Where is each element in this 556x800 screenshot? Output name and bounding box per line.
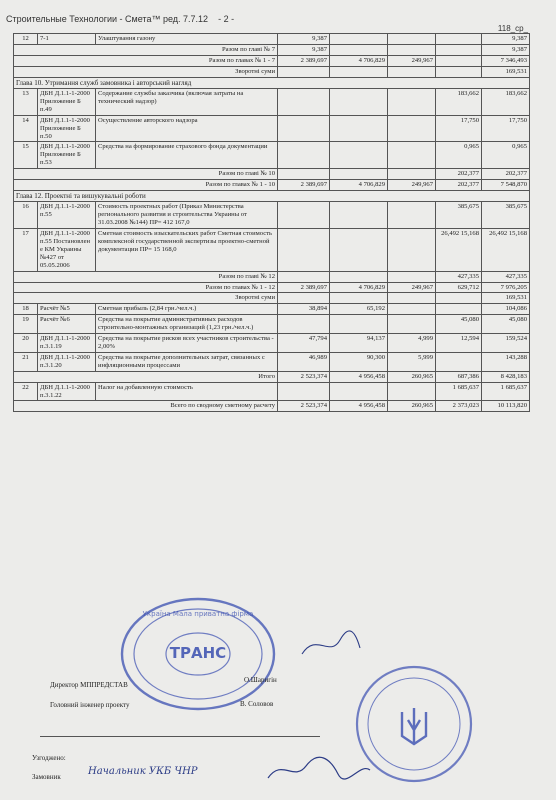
cell-c4 (436, 34, 482, 45)
cell-c4: 202,377 (436, 180, 482, 191)
total-label: Разом по главах № 1 - 7 (14, 55, 278, 66)
chapter-title: Глава 10. Утримання служб замовника і авторський нагляд (14, 77, 530, 88)
cell-c2 (330, 44, 388, 55)
cell-number: 16 (14, 202, 38, 229)
cell-c1: 2 523,374 (278, 371, 330, 382)
cell-total: 9,387 (482, 34, 530, 45)
cell-c1 (278, 66, 330, 77)
customer-signature (264, 752, 374, 786)
cell-c4: 12,594 (436, 334, 482, 353)
cell-total: 104,086 (482, 304, 530, 315)
cell-c1 (278, 293, 330, 304)
cell-total: 183,662 (482, 89, 530, 116)
total-row (14, 55, 530, 66)
cell-c3 (388, 315, 436, 334)
table-row (14, 34, 530, 45)
engineer-label: Головний інженер проекту (50, 701, 130, 709)
cell-basis: Расчёт №5 (38, 304, 96, 315)
total-label: Разом по главах № 1 - 12 (14, 282, 278, 293)
cell-c4: 26,492 15,168 (436, 229, 482, 272)
engineer-name: В. Соловов (240, 700, 274, 708)
director-name: О.Шаригін (244, 676, 277, 684)
cell-total: 9,387 (482, 44, 530, 55)
cell-c1: 46,989 (278, 352, 330, 371)
table-row (14, 315, 530, 334)
customer-label: Замовник (32, 773, 61, 781)
cell-c4: 17,750 (436, 115, 482, 142)
total-row (14, 401, 530, 412)
cell-number: 12 (14, 34, 38, 45)
cell-total: 45,080 (482, 315, 530, 334)
cell-c1 (278, 229, 330, 272)
total-row (14, 66, 530, 77)
cell-name: Средства на покрытие дополнительных затрат, связанных с инфляционными процессами (96, 352, 278, 371)
cell-basis: ДБН Д.1.1-1-2000 Приложение Б п.53 (38, 142, 96, 169)
cell-basis: ДБН Д.1.1-1-2000 п.3.1.19 (38, 334, 96, 353)
total-label: Зворотні суми (14, 293, 278, 304)
cell-c1 (278, 169, 330, 180)
cell-c4 (436, 44, 482, 55)
table-row (14, 382, 530, 401)
cell-c2 (330, 382, 388, 401)
company-stamp (118, 594, 278, 714)
table-row (14, 229, 530, 272)
cell-c1: 9,387 (278, 44, 330, 55)
cell-total: 0,965 (482, 142, 530, 169)
cell-number: 17 (14, 229, 38, 272)
total-label: Разом по главі № 7 (14, 44, 278, 55)
cell-c4: 385,675 (436, 202, 482, 229)
cell-c4 (436, 293, 482, 304)
cell-total: 143,288 (482, 352, 530, 371)
cell-c4: 45,080 (436, 315, 482, 334)
cell-c1: 38,894 (278, 304, 330, 315)
cell-c3: 260,965 (388, 371, 436, 382)
table-row (14, 334, 530, 353)
cell-c4: 0,965 (436, 142, 482, 169)
cell-name: Сметная стоимость изыскательских работ Сметная стоимость комплексной государственной экспертизы проектно-сметной документации ПР= 15 168,0 (96, 229, 278, 272)
cell-c1: 2 389,697 (278, 55, 330, 66)
total-row (14, 44, 530, 55)
estimate-table-area (13, 33, 529, 412)
cell-total: 159,524 (482, 334, 530, 353)
cell-name: Сметная прибыль (2,84 грн./чел.ч.) (96, 304, 278, 315)
cell-basis: ДБН Д.1.1-1-2000 п.55 Постановлен е КМ Украины №427 от 05.05.2006 (38, 229, 96, 272)
cell-c3: 260,965 (388, 401, 436, 412)
cell-total: 202,377 (482, 169, 530, 180)
cell-total: 10 113,820 (482, 401, 530, 412)
cell-c2 (330, 315, 388, 334)
cell-c1 (278, 142, 330, 169)
cell-c1: 2 389,697 (278, 180, 330, 191)
customer-handwritten: Начальник УКБ ЧНР (88, 766, 198, 777)
cell-c1 (278, 315, 330, 334)
cell-c3 (388, 169, 436, 180)
cell-c3 (388, 382, 436, 401)
cell-c1 (278, 271, 330, 282)
total-row (14, 293, 530, 304)
cell-name: Осуществление авторского надзора (96, 115, 278, 142)
cell-c3: 5,999 (388, 352, 436, 371)
chapter-row (14, 77, 530, 88)
cell-c1 (278, 89, 330, 116)
cell-c3 (388, 271, 436, 282)
cell-name: Средства на формирование страхового фонда документации (96, 142, 278, 169)
cell-basis: ДБН Д.1.1-1-2000 п.3.1.20 (38, 352, 96, 371)
cell-c2 (330, 229, 388, 272)
cell-total: 7 976,205 (482, 282, 530, 293)
cell-c2 (330, 66, 388, 77)
cell-total: 8 428,183 (482, 371, 530, 382)
cell-total: 385,675 (482, 202, 530, 229)
cell-number: 18 (14, 304, 38, 315)
cell-c2: 4 956,458 (330, 371, 388, 382)
cell-basis: Расчёт №6 (38, 315, 96, 334)
cell-total: 427,335 (482, 271, 530, 282)
cell-name: Средства на покрытие рисков всех участников строительства - 2,00% (96, 334, 278, 353)
cell-c4: 202,377 (436, 169, 482, 180)
cell-c4: 427,335 (436, 271, 482, 282)
cell-basis: ДБН Д.1.1-1-2000 Приложение Б п.49 (38, 89, 96, 116)
cell-c3 (388, 34, 436, 45)
cell-total: 7 346,493 (482, 55, 530, 66)
page-number: - 2 - (218, 14, 235, 24)
cell-basis: ДБН Д.1.1-1-2000 п.3.1.22 (38, 382, 96, 401)
director-label: Директор МППРЕДСТАВ (50, 681, 128, 689)
total-row (14, 180, 530, 191)
agreed-label: Узгоджено: (32, 754, 66, 762)
cell-number: 15 (14, 142, 38, 169)
cell-number: 20 (14, 334, 38, 353)
cell-c2: 4 706,829 (330, 282, 388, 293)
cell-c3 (388, 89, 436, 116)
total-row (14, 282, 530, 293)
cell-c1: 2 523,374 (278, 401, 330, 412)
cell-c2 (330, 34, 388, 45)
cell-c4 (436, 352, 482, 371)
table-row (14, 304, 530, 315)
cell-basis: ДБН Д.1.1-1-2000 Приложение Б п.50 (38, 115, 96, 142)
cell-c3 (388, 44, 436, 55)
cell-total: 169,531 (482, 293, 530, 304)
cell-c2: 4 956,458 (330, 401, 388, 412)
cell-c4: 687,386 (436, 371, 482, 382)
total-label: Зворотні суми (14, 66, 278, 77)
cell-c3 (388, 304, 436, 315)
cell-c2: 65,192 (330, 304, 388, 315)
svg-text:Україна Мала приватна фірма: Україна Мала приватна фірма (142, 610, 254, 618)
cell-c1 (278, 202, 330, 229)
cell-number: 22 (14, 382, 38, 401)
cell-c3 (388, 115, 436, 142)
cell-c4: 183,662 (436, 89, 482, 116)
cell-c2 (330, 202, 388, 229)
cell-c2 (330, 142, 388, 169)
cell-c3 (388, 229, 436, 272)
total-row (14, 271, 530, 282)
cell-c1 (278, 115, 330, 142)
cell-c3: 4,999 (388, 334, 436, 353)
total-label: Разом по главі № 12 (14, 271, 278, 282)
cell-c1 (278, 382, 330, 401)
cell-c4 (436, 66, 482, 77)
cell-c4 (436, 55, 482, 66)
total-label: Разом по главі № 10 (14, 169, 278, 180)
cell-number: 19 (14, 315, 38, 334)
table-row (14, 202, 530, 229)
cell-total: 17,750 (482, 115, 530, 142)
cell-c2 (330, 169, 388, 180)
cell-number: 13 (14, 89, 38, 116)
director-signature (296, 624, 366, 664)
document-code: 118_ср_ (497, 24, 528, 33)
cell-c1: 2 389,697 (278, 282, 330, 293)
table-row (14, 352, 530, 371)
cell-c3 (388, 142, 436, 169)
cell-c3: 249,967 (388, 180, 436, 191)
document-header (6, 14, 234, 24)
cell-c2: 4 706,829 (330, 55, 388, 66)
header-title: Строительные Технологии - Смета™ ред. 7.7.12 (6, 14, 209, 24)
cell-c2: 94,137 (330, 334, 388, 353)
table-row (14, 89, 530, 116)
cell-c3 (388, 202, 436, 229)
cell-c2: 90,300 (330, 352, 388, 371)
cell-name: Средства на покрытие административных расходов строительно-монтажных организаций (1,23 грн./чел.ч.) (96, 315, 278, 334)
cell-c2 (330, 293, 388, 304)
table-row (14, 115, 530, 142)
cell-name: Улаштування газону (96, 34, 278, 45)
cell-total: 7 548,870 (482, 180, 530, 191)
cell-c2: 4 706,829 (330, 180, 388, 191)
estimate-table (13, 33, 530, 412)
table-row (14, 142, 530, 169)
chapter-title: Глава 12. Проектні та вишукувальні роботи (14, 190, 530, 201)
cell-c4: 1 685,637 (436, 382, 482, 401)
signature-line (40, 736, 320, 737)
total-label: Итого (14, 371, 278, 382)
cell-c2 (330, 89, 388, 116)
cell-name: Содержание службы заказчика (включая затраты на технический надзор) (96, 89, 278, 116)
cell-c1: 47,794 (278, 334, 330, 353)
svg-text:ТРАНС: ТРАНС (169, 644, 227, 662)
cell-total: 169,531 (482, 66, 530, 77)
total-label: Разом по главах № 1 - 10 (14, 180, 278, 191)
cell-c1: 9,387 (278, 34, 330, 45)
cell-c3 (388, 293, 436, 304)
total-label: Всего по сводному сметному расчету (14, 401, 278, 412)
total-row (14, 169, 530, 180)
cell-c3: 249,967 (388, 282, 436, 293)
cell-total: 1 685,637 (482, 382, 530, 401)
cell-total: 26,492 15,168 (482, 229, 530, 272)
cell-c2 (330, 115, 388, 142)
cell-c4: 629,712 (436, 282, 482, 293)
cell-c2 (330, 271, 388, 282)
cell-name: Стоимость проектных работ (Приказ Министерства регионального развития и строительства Украины от 31.03.2008 №144) ПР= 412 167,0 (96, 202, 278, 229)
cell-number: 14 (14, 115, 38, 142)
cell-basis: ДБН Д.1.1-1-2000 п.55 (38, 202, 96, 229)
cell-name: Налог на добавленную стоимость (96, 382, 278, 401)
cell-basis: 7-1 (38, 34, 96, 45)
chapter-row (14, 190, 530, 201)
cell-number: 21 (14, 352, 38, 371)
total-row (14, 371, 530, 382)
cell-c4: 2 373,023 (436, 401, 482, 412)
cell-c3: 249,967 (388, 55, 436, 66)
cell-c3 (388, 66, 436, 77)
cell-c4 (436, 304, 482, 315)
